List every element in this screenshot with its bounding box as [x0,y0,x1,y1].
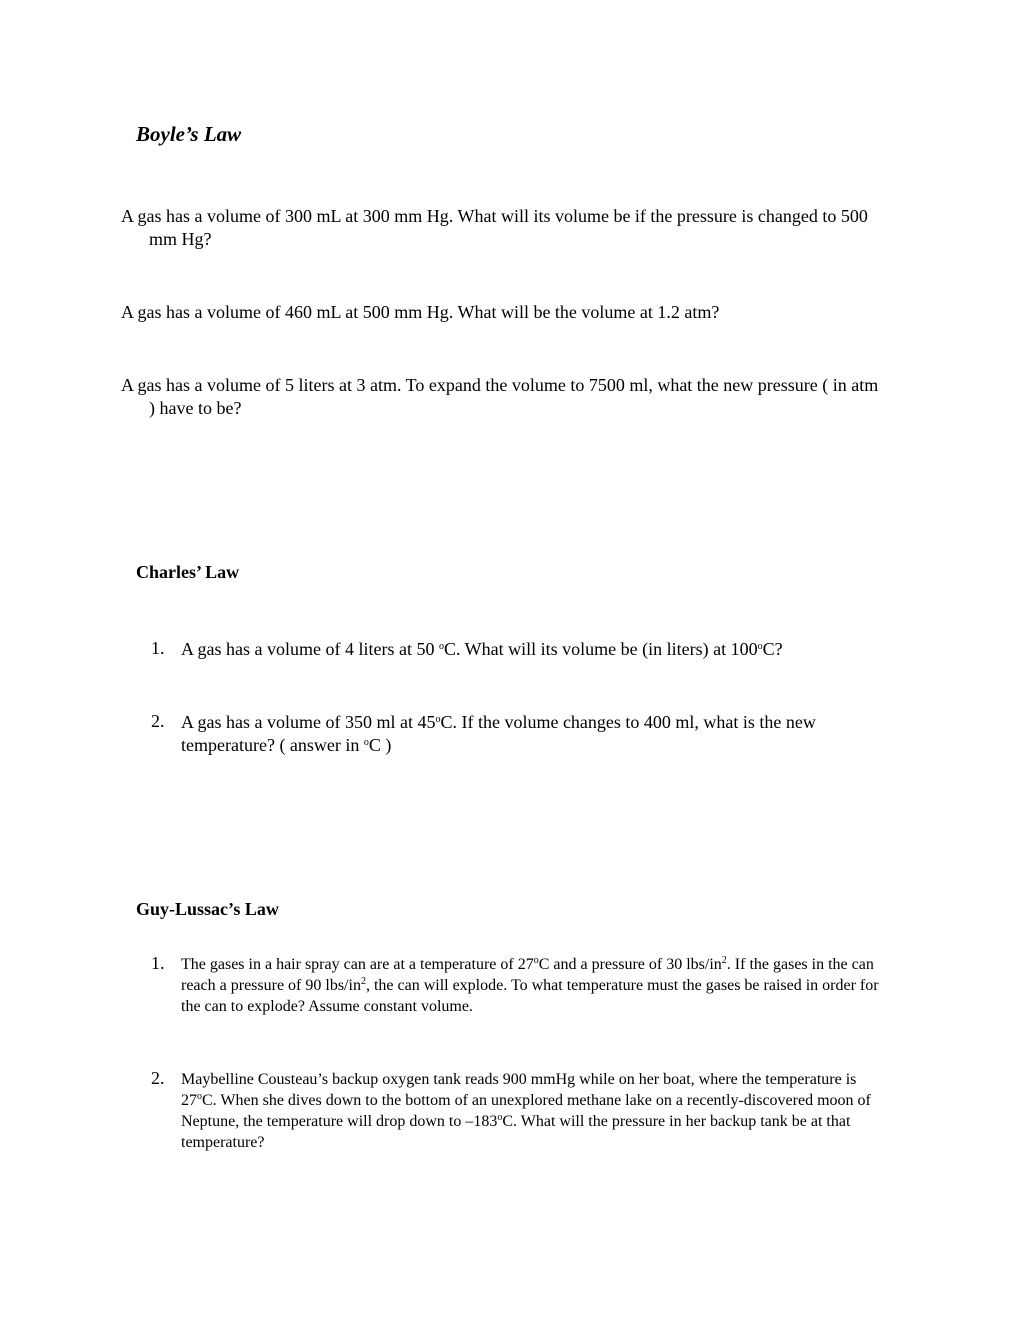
boyles-question-2: A gas has a volume of 460 mL at 500 mm Hg. What will be the volume at 1.2 atm? [121,302,720,322]
boyles-question-3: A gas has a volume of 5 liters at 3 atm. To expand the volume to 7500 ml, what the new pressure ( in atm ) have to be? [121,375,879,418]
guy-item-2-number: 2. [151,1068,165,1088]
charles-question-2: A gas has a volume of 350 ml at 45$^o$C. If the volume changes to 400 ml, what is the new temperature? ( answer in $^o$C ) [181,712,816,755]
guy-lussac-law-heading: Guy-Lussac’s Law [136,899,279,919]
charles-item-2-number: 2. [151,711,165,731]
guy-question-1: The gases in a hair spray can are at a temperature of 27$^o$C and a pressure of 30 lbs/$in^2$. If the gases in the can reach a pressure of 90 lbs/$in^2$, the can will explode. To what temperature must the gases be raised in order for the can to explode? Assume constant volume. [181,955,879,1015]
boyles-law-heading: Boyle’s Law [136,122,242,146]
charles-question-1: A gas has a volume of 4 liters at 50 $^o$C. What will its volume be (in liters) at 100$^o$C? [181,639,783,659]
guy-question-2: Maybelline Cousteau’s backup oxygen tank reads 900 mmHg while on her boat, where the temperature is 27$^o$C. When she dives down to the bottom of an unexplored methane lake on a recently-discovered moon of Neptune, the temperature will drop down to –183$^o$C. What will the pressure in her backup tank be at that temperature? [181,1071,871,1151]
charles-law-heading: Charles’ Law [136,562,240,582]
charles-item-1-number: 1. [151,638,165,658]
boyles-question-1: A gas has a volume of 300 mL at 300 mm Hg. What will its volume be if the pressure is changed to 500 mm Hg? [121,206,868,249]
guy-item-1-number: 1. [151,953,165,973]
